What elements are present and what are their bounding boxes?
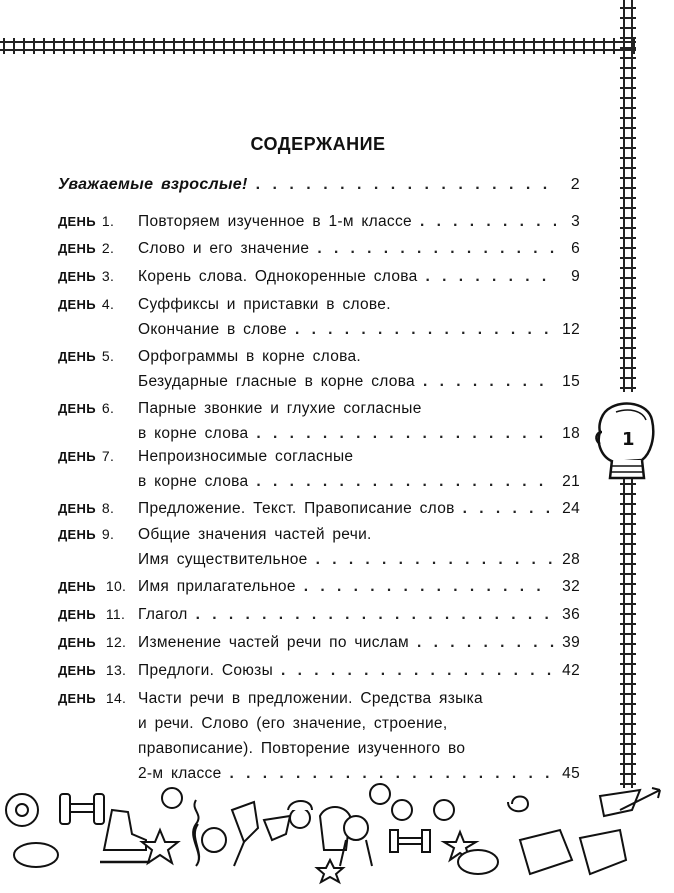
leader-dots (423, 369, 554, 394)
toc-entry-text: Слово и его значение (138, 240, 310, 257)
top-border (0, 38, 636, 54)
day-label (58, 444, 136, 469)
toc-entry-text: Части речи в предложении. Средства языка (138, 690, 483, 707)
page-title: СОДЕРЖАНИЕ (250, 134, 386, 154)
toc-entry-page: 42 (562, 662, 580, 679)
toc-entry-text: Корень слова. Однокоренные слова (138, 268, 418, 285)
day-word: ДЕНЬ (58, 579, 96, 594)
dumbbell-icon (60, 794, 70, 824)
toc-entry-text: Имя существительное (138, 551, 308, 568)
chapter-tab (592, 398, 662, 489)
day-number: 9. (101, 526, 115, 542)
toc-entry-text: Предложение. Текст. Правописание слов (138, 500, 455, 517)
leader-dots (426, 264, 556, 289)
toc-entry-page: 12 (562, 321, 580, 338)
day-label (58, 396, 136, 421)
boxing-glove-icon (592, 398, 662, 484)
chapter-number: 1 (622, 429, 635, 450)
toc-intro-entry[interactable] (58, 172, 580, 197)
yoyo-icon (370, 784, 390, 804)
toc-entry-page: 32 (562, 578, 580, 595)
day-number: 14. (105, 690, 127, 706)
toc-entry-text: Парные звонкие и глухие согласные (138, 400, 422, 417)
toc-entry-page: 28 (562, 551, 580, 568)
toc-entry-text: Суффиксы и приставки в слове. (138, 296, 391, 313)
day-word: ДЕНЬ (58, 691, 96, 706)
toc-entry-text: и речи. Слово (его значение, строение, (138, 715, 448, 732)
toc-entry-text: в корне слова (138, 425, 249, 442)
toc-entry-text: Безударные гласные в корне слова (138, 373, 415, 390)
toc-entry-text: Орфограммы в корне слова. (138, 348, 362, 365)
day-label (58, 574, 136, 599)
leader-dots (316, 547, 555, 572)
leader-dots (463, 496, 554, 521)
day-label (58, 209, 136, 234)
toc-entry-text: Изменение частей речи по числам (138, 634, 409, 651)
day-word: ДЕНЬ (58, 214, 96, 229)
toc-entry-text: Глагол (138, 606, 188, 623)
leader-dots (304, 574, 554, 599)
day-number: 13. (105, 662, 127, 678)
day-number: 12. (105, 634, 127, 650)
day-label (58, 602, 136, 627)
leader-dots (420, 209, 556, 234)
toc-entry-text: Непроизносимые согласные (138, 448, 354, 465)
ball-icon (162, 788, 182, 808)
day-word: ДЕНЬ (58, 269, 96, 284)
toc-entry-page: 18 (562, 425, 580, 442)
toc-entry-page: 39 (562, 634, 580, 651)
toc-entry-page: 24 (562, 500, 580, 517)
toc-entry-text: Общие значения частей речи. (138, 526, 372, 543)
day-word: ДЕНЬ (58, 527, 96, 542)
day-number: 4. (101, 296, 115, 312)
leader-dots (295, 317, 554, 342)
day-label (58, 496, 136, 521)
award-icon (344, 816, 368, 840)
shuttlecock-icon (264, 816, 290, 840)
day-number: 1. (101, 213, 115, 229)
football-icon (458, 850, 498, 874)
day-label (58, 264, 136, 289)
day-label (58, 292, 136, 317)
star-icon (142, 830, 178, 863)
day-number: 11. (105, 606, 126, 622)
dumbbell-icon-2 (390, 830, 398, 852)
day-word: ДЕНЬ (58, 663, 96, 678)
leader-dots (417, 630, 554, 655)
day-number: 8. (101, 500, 115, 516)
day-label (58, 686, 136, 711)
day-label (58, 658, 136, 683)
spiral-icon (508, 797, 528, 812)
day-number: 7. (101, 448, 115, 464)
bowling-pin-icon (193, 800, 199, 866)
toc-entry-page: 15 (562, 373, 580, 390)
day-number: 2. (101, 240, 115, 256)
toc-entry-text: Предлоги. Союзы (138, 662, 274, 679)
toc-entry-page: 21 (562, 473, 580, 490)
day-word: ДЕНЬ (58, 349, 96, 364)
toc-entry-page: 36 (562, 606, 580, 623)
toc-entry-text: в корне слова (138, 473, 249, 490)
toc-entry-page: 6 (571, 240, 580, 257)
toc-entry-page: 45 (562, 765, 580, 782)
toc-intro-label: Уважаемые взрослые! (58, 176, 248, 193)
day-word: ДЕНЬ (58, 449, 96, 464)
leader-dots (256, 172, 556, 197)
day-number: 10. (105, 578, 127, 594)
toc-intro-page: 2 (570, 176, 580, 193)
day-number: 5. (101, 348, 115, 364)
toc-entry-text: 2-м классе (138, 765, 222, 782)
leader-dots (256, 469, 554, 494)
toc-entry-text: Повторяем изученное в 1-м классе (138, 213, 412, 230)
stopwatch-icon (392, 800, 412, 820)
day-word: ДЕНЬ (58, 501, 96, 516)
day-word: ДЕНЬ (58, 241, 96, 256)
day-label (58, 522, 136, 547)
leader-dots (281, 658, 554, 683)
flipper-icon (520, 830, 572, 874)
day-word: ДЕНЬ (58, 401, 96, 416)
toc-entry-page: 9 (571, 268, 580, 285)
day-label (58, 344, 136, 369)
toc-entry-text: Имя прилагательное (138, 578, 296, 595)
skate-icon (104, 810, 146, 850)
sports-doodle-border (0, 770, 674, 888)
day-label (58, 236, 136, 261)
toc-entry-text: правописание). Повторение изученного во (138, 740, 466, 757)
kettlebell-icon (290, 808, 310, 828)
star-icon-2 (317, 860, 343, 882)
toc-entry-text: Окончание в слове (138, 321, 287, 338)
day-word: ДЕНЬ (58, 635, 96, 650)
leader-dots (317, 236, 556, 261)
badminton-icon (232, 802, 258, 842)
day-word: ДЕНЬ (58, 607, 96, 622)
day-number: 6. (101, 400, 115, 416)
leader-dots (256, 421, 554, 446)
right-border-lower (620, 478, 636, 788)
day-word: ДЕНЬ (58, 297, 96, 312)
medal-icon (14, 843, 58, 867)
bowling-ball-icon (202, 828, 226, 852)
day-label (58, 630, 136, 655)
toc-entry-page: 3 (571, 213, 580, 230)
right-border (620, 0, 636, 392)
day-number: 3. (101, 268, 115, 284)
leader-dots (196, 602, 555, 627)
